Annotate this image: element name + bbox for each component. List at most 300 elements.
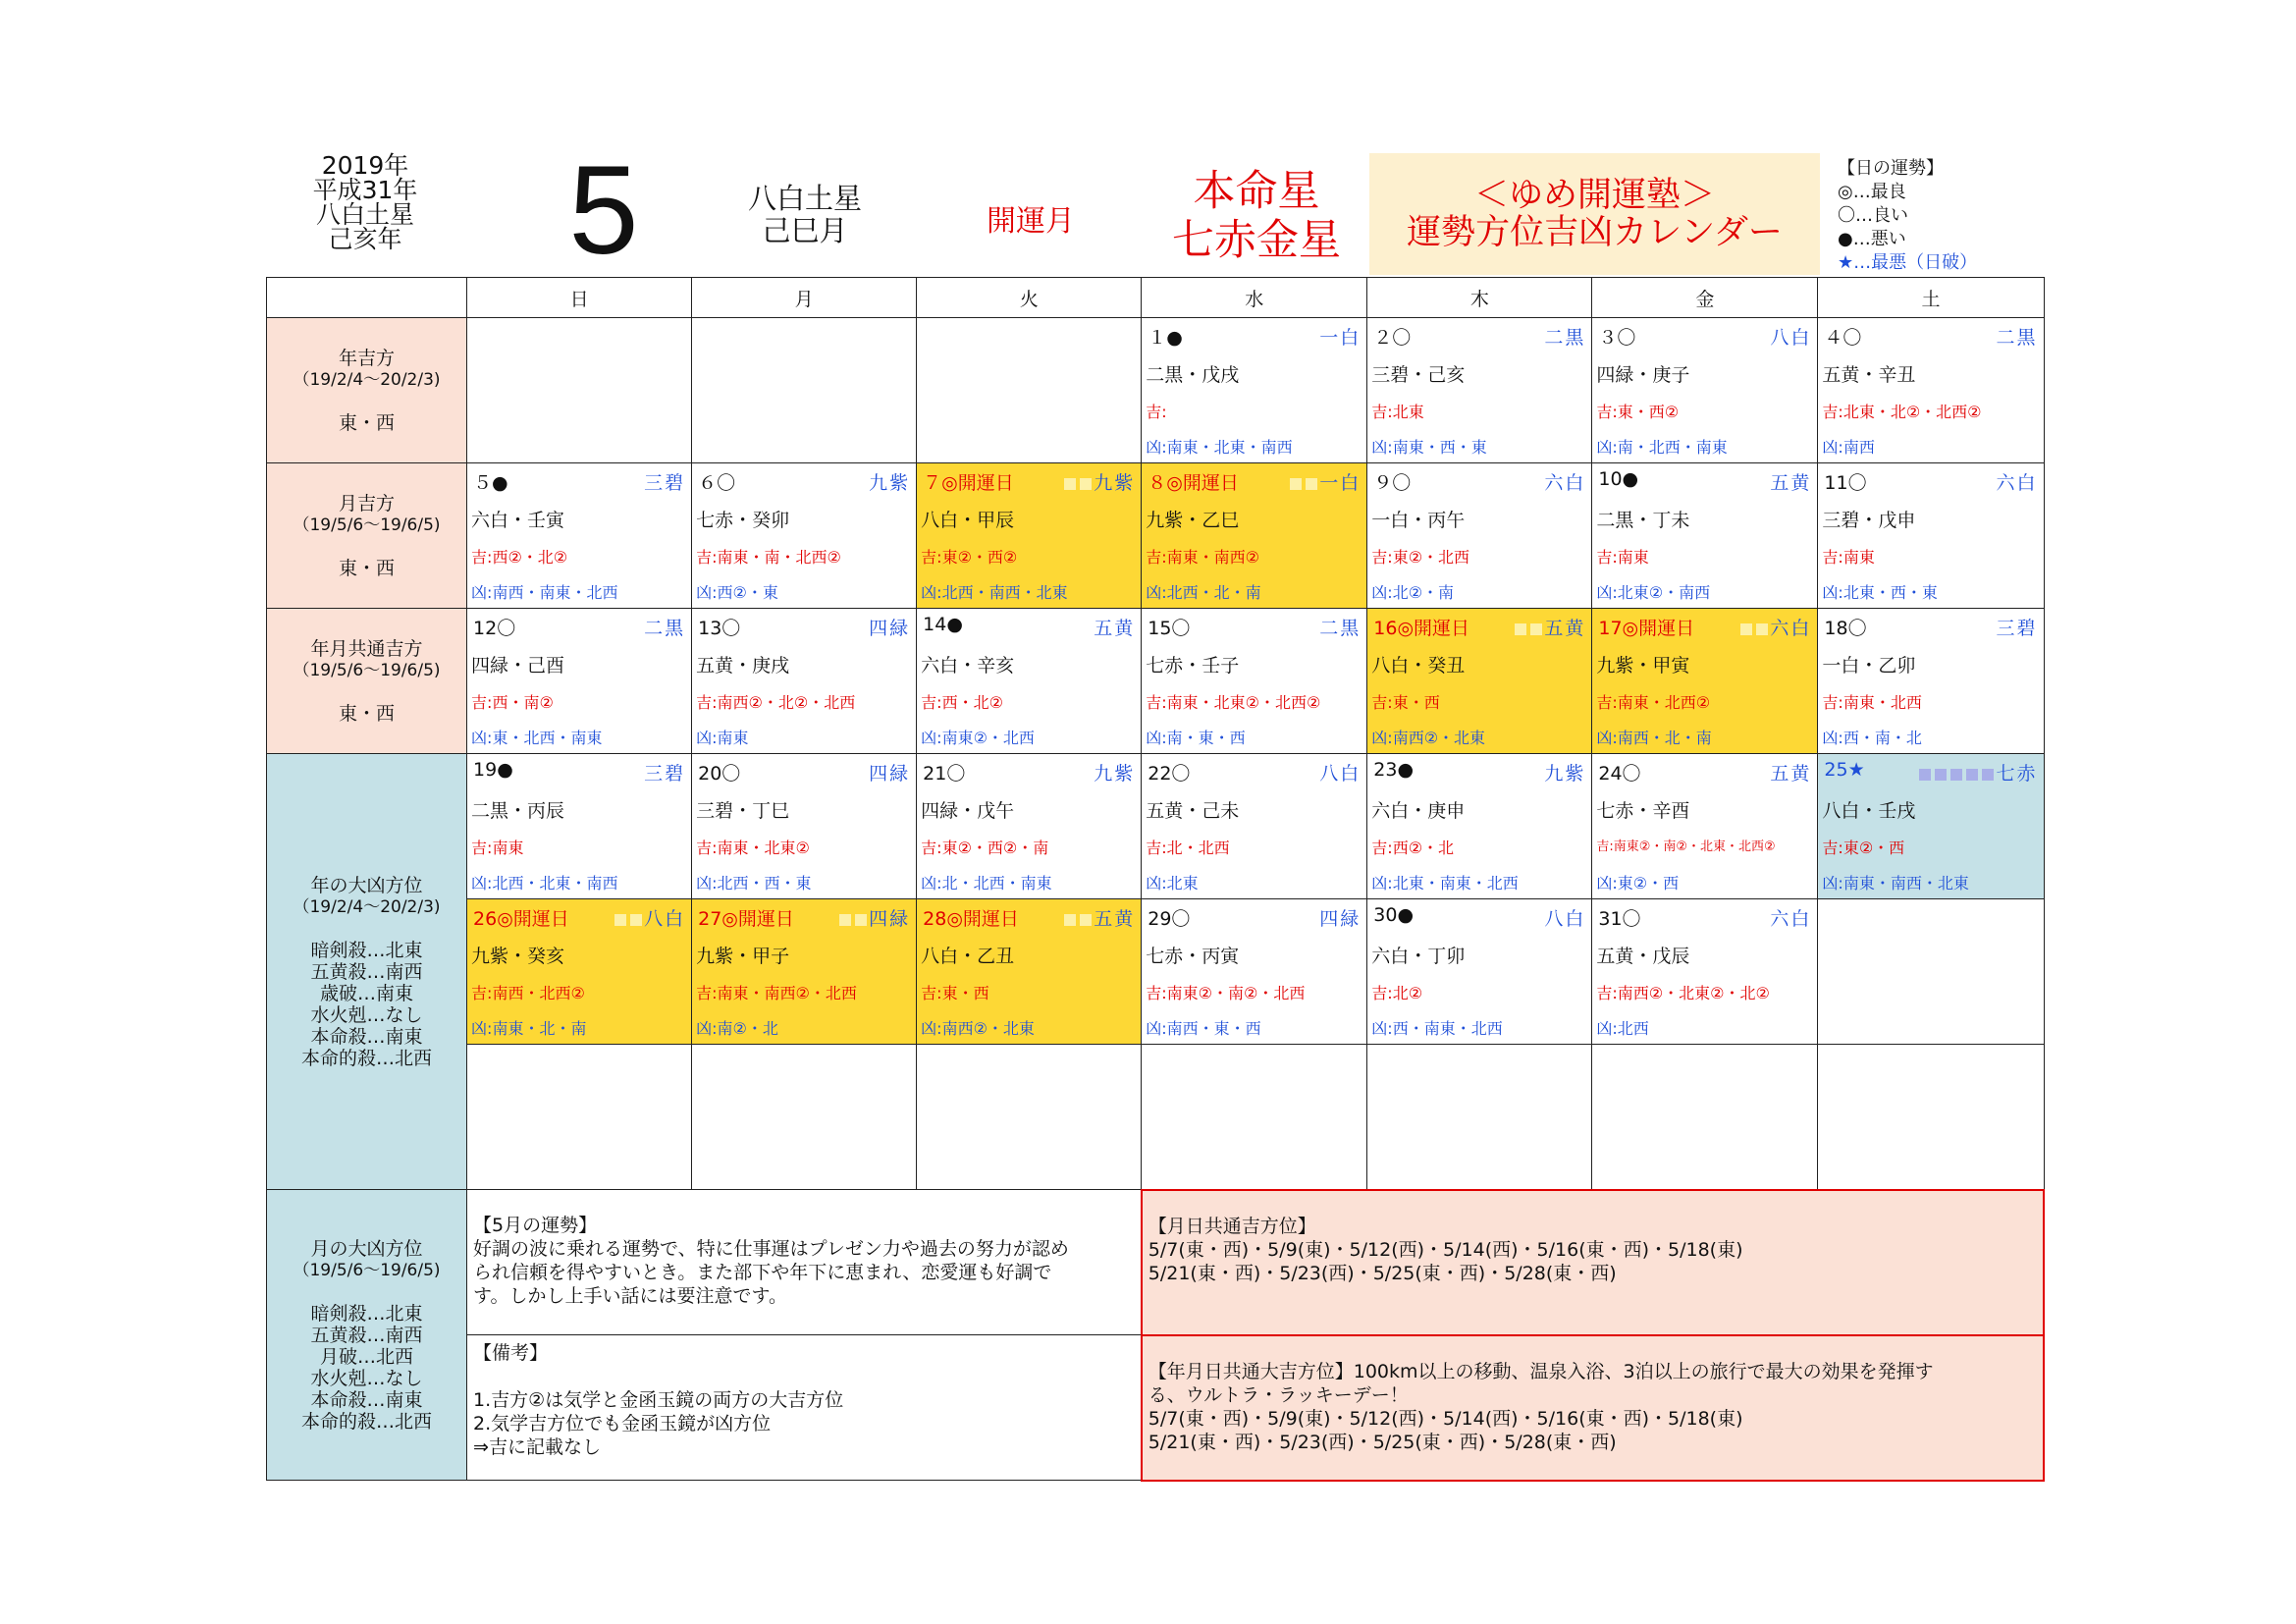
- day-cell[interactable]: [692, 609, 917, 754]
- day-number: ５●: [473, 472, 508, 494]
- day-star-label: 四緑: [869, 763, 911, 785]
- day-number: 22〇: [1148, 763, 1191, 785]
- day-header: [473, 468, 687, 494]
- lucky-square: [1290, 478, 1302, 490]
- banner-line: 運勢方位吉凶カレンダー: [1407, 213, 1783, 252]
- day-number: 13〇: [698, 618, 741, 639]
- day-kichi: 吉:西・北②: [921, 693, 1003, 712]
- day-kichi: 吉:南西②・北東②・北②: [1596, 984, 1770, 1002]
- day-kyou: 凶:北東・南東・北西: [1371, 874, 1519, 893]
- day-kyou: 凶:南西②・北東: [1371, 729, 1486, 747]
- day-star-label: 五黄: [1094, 618, 1136, 639]
- day-number: 20〇: [698, 763, 741, 785]
- day-header: [1824, 323, 2039, 349]
- day-kyou: 凶:北東・西・東: [1822, 583, 1938, 602]
- remarks-title: 【備考】: [473, 1342, 549, 1364]
- common-day-title: 【月日共通吉方位】: [1148, 1215, 1316, 1237]
- day-kichi: 吉:南西②・北②・北西: [696, 693, 856, 712]
- lucky-square: [1064, 478, 1076, 490]
- day-star: [1544, 323, 1585, 350]
- day-star: [1319, 614, 1361, 640]
- side-line: （19/5/6～19/6/5): [293, 660, 441, 680]
- day-kanshi: 三碧・己亥: [1371, 364, 1466, 386]
- empty-day: [467, 1045, 692, 1190]
- day-cell[interactable]: [467, 899, 692, 1045]
- day-number: 21〇: [923, 763, 966, 785]
- lucky-square: [1064, 914, 1076, 926]
- day-cell[interactable]: [917, 899, 1142, 1045]
- side-line: 月の大凶方位: [310, 1237, 423, 1260]
- day-star: [1544, 468, 1585, 495]
- day-cell[interactable]: [1592, 754, 1818, 899]
- year-line: 平成31年: [312, 176, 418, 204]
- day-header: [1824, 468, 2039, 494]
- day-kanshi: 九紫・甲寅: [1596, 655, 1690, 677]
- day-cell[interactable]: [1818, 318, 2044, 463]
- fortune-line: られ信頼を得やすいとき。また部下や年下に恵まれ、恋愛運も好調で: [473, 1262, 1052, 1283]
- honmei-line: 七赤金星: [1172, 216, 1341, 265]
- day-star-label: 三碧: [1996, 618, 2038, 639]
- great-title: 【年月日共通大吉方位】100km以上の移動、温泉入浴、3泊以上の旅行で最大の効果を発揮す: [1148, 1360, 1934, 1382]
- day-star: [1738, 614, 1811, 640]
- day-number: 27◎開運日: [698, 908, 794, 930]
- day-kichi: 吉:南西・北西②: [471, 984, 585, 1002]
- day-cell[interactable]: [467, 609, 692, 754]
- day-star-label: 六白: [1770, 908, 1812, 930]
- day-kyou: 凶:北西・西・東: [696, 874, 812, 893]
- day-header: [1598, 759, 1813, 785]
- day-star: [1094, 759, 1135, 785]
- side-line: 年月共通吉方: [310, 637, 423, 660]
- day-star-label: 五黄: [1770, 763, 1812, 785]
- day-kichi: 吉:南東・北西②: [1596, 693, 1711, 712]
- day-star: [1770, 759, 1811, 785]
- day-kanshi: 八白・乙丑: [921, 946, 1015, 967]
- day-kyou: 凶:西・南東・北西: [1371, 1019, 1503, 1038]
- legend-item-worst: ★…最悪（日破）: [1838, 252, 1978, 273]
- lucky-square: [630, 914, 642, 926]
- month-star-line: 己巳月: [762, 214, 848, 247]
- year-kichi-label: [267, 318, 467, 463]
- month-star: [707, 183, 903, 247]
- day-number: ４〇: [1824, 327, 1862, 349]
- empty-day: [1818, 1045, 2044, 1190]
- day-star: [1513, 614, 1585, 640]
- day-header: [473, 904, 687, 930]
- day-kyou: 凶:北西・北東・南西: [471, 874, 618, 893]
- lucky-square: [1756, 623, 1768, 635]
- day-number: 25★: [1824, 759, 1865, 781]
- side-spacer: [267, 391, 466, 412]
- day-kanshi: 一白・丙午: [1371, 510, 1466, 531]
- day-cell[interactable]: [1818, 463, 2044, 609]
- side-line: 東・西: [339, 702, 396, 725]
- day-number: 26◎開運日: [473, 908, 569, 930]
- day-star: [1770, 323, 1811, 350]
- day-star-label: 五黄: [1544, 618, 1586, 639]
- day-kyou: 凶:南西・東・西: [1146, 1019, 1261, 1038]
- side-line: （19/2/4～20/2/3): [293, 896, 441, 917]
- remarks-spacer: [473, 1365, 1135, 1388]
- day-star: [1319, 759, 1361, 785]
- lucky-square: [1515, 623, 1526, 635]
- day-cell[interactable]: [1367, 754, 1592, 899]
- day-number: 16◎開運日: [1373, 618, 1470, 639]
- day-cell[interactable]: [1367, 899, 1592, 1045]
- legend-item: 〇…良い: [1838, 205, 1908, 226]
- day-kanshi: 四緑・戊午: [921, 800, 1015, 822]
- day-star-label: 五黄: [1770, 472, 1812, 494]
- day-number: ８◎開運日: [1148, 472, 1239, 494]
- remarks-line: ⇒吉に記載なし: [473, 1436, 601, 1458]
- day-kanshi: 三碧・戊申: [1822, 510, 1916, 531]
- side-line: 月吉方: [339, 492, 396, 514]
- day-number: 11〇: [1824, 472, 1867, 494]
- day-kanshi: 八白・甲辰: [921, 510, 1015, 531]
- great-line: 5/7(東・西)・5/9(東)・5/12(西)・5/14(西)・5/16(東・西)・5/18(東): [1148, 1407, 1743, 1430]
- day-kanshi: 二黒・丁未: [1596, 510, 1690, 531]
- day-star-label: 三碧: [644, 472, 686, 494]
- day-kanshi: 六白・庚申: [1371, 800, 1466, 822]
- day-kanshi: 七赤・癸卯: [696, 510, 790, 531]
- great-title-2: る、ウルトラ・ラッキーデー！: [1148, 1383, 1409, 1406]
- day-kyou: 凶:南西②・北東: [921, 1019, 1035, 1038]
- day-star: [1319, 323, 1361, 350]
- empty-day: [1818, 899, 2044, 1045]
- calendar-grid: [266, 277, 2045, 1482]
- day-star: [644, 468, 685, 495]
- side-line: 月破…北西: [320, 1345, 414, 1368]
- day-cell[interactable]: [1142, 754, 1367, 899]
- day-star-label: 七赤: [1996, 763, 2038, 785]
- empty-day: [692, 318, 917, 463]
- empty-day: [917, 1045, 1142, 1190]
- day-kyou: 凶:南東・西・東: [1371, 438, 1487, 457]
- month-kyou-label: [267, 1190, 467, 1481]
- day-cell[interactable]: [467, 463, 692, 609]
- side-line: 暗剣殺…北東: [310, 939, 423, 961]
- day-star: [1770, 904, 1811, 931]
- day-cell[interactable]: [1592, 318, 1818, 463]
- day-cell[interactable]: [692, 754, 917, 899]
- side-line: 暗剣殺…北東: [310, 1302, 423, 1325]
- day-kichi: 吉:東・西②: [1596, 403, 1680, 421]
- day-star: [1288, 468, 1361, 495]
- day-kichi: 吉:東・西: [921, 984, 989, 1002]
- day-star: [869, 614, 910, 640]
- weekday-wed: 水: [1142, 278, 1367, 318]
- day-number: 30●: [1373, 904, 1415, 926]
- day-cell[interactable]: [1367, 318, 1592, 463]
- day-header: [1148, 323, 1362, 349]
- day-kichi: 吉:北②: [1371, 984, 1423, 1002]
- day-cell[interactable]: [1592, 463, 1818, 609]
- day-star-label: 一白: [1319, 472, 1362, 494]
- day-kichi: 吉:東②・西②・南: [921, 839, 1049, 857]
- day-kyou: 凶:北東②・南西: [1596, 583, 1711, 602]
- day-header: [1148, 614, 1362, 639]
- side-line: 本命的殺…北西: [301, 1410, 433, 1433]
- day-kanshi: 一白・乙卯: [1822, 655, 1916, 677]
- day-kyou: 凶:北西・北・南: [1146, 583, 1261, 602]
- day-header: [1598, 468, 1813, 494]
- day-header: [1598, 614, 1813, 639]
- day-star-label: 六白: [1544, 472, 1586, 494]
- day-star-label: 四緑: [869, 618, 911, 639]
- day-header: [698, 904, 912, 930]
- side-line: 五黄殺…南西: [310, 1324, 423, 1346]
- remarks: [467, 1335, 1142, 1481]
- month-kichi-label: [267, 463, 467, 609]
- side-line: 水火剋…なし: [310, 1003, 423, 1026]
- day-star: [644, 759, 685, 785]
- day-cell[interactable]: [1592, 609, 1818, 754]
- empty-day: [1142, 1045, 1367, 1190]
- day-header: [698, 468, 912, 494]
- day-star: [1062, 468, 1135, 495]
- weekday-thu: 木: [1367, 278, 1592, 318]
- day-number: 24〇: [1598, 763, 1641, 785]
- day-cell[interactable]: [692, 899, 917, 1045]
- day-kichi: 吉:北・北西: [1146, 839, 1230, 857]
- honmei-line: 本命星: [1193, 167, 1320, 216]
- day-kichi: 吉:南東: [1596, 548, 1649, 567]
- day-kichi: 吉:南東・北東②・北西②: [1146, 693, 1321, 712]
- day-kanshi: 九紫・甲子: [696, 946, 790, 967]
- day-kyou: 凶:北西・南西・北東: [921, 583, 1068, 602]
- day-star: [1770, 468, 1811, 495]
- day-cell[interactable]: [1818, 754, 2044, 899]
- side-line: 五黄殺…南西: [310, 960, 423, 983]
- lucky-square: [1740, 623, 1752, 635]
- day-number: ７◎開運日: [923, 472, 1014, 494]
- day-cell[interactable]: [1367, 463, 1592, 609]
- legend: [1838, 157, 2054, 275]
- weekday-sat: 土: [1818, 278, 2044, 318]
- day-header: [923, 614, 1137, 639]
- empty-day: [917, 318, 1142, 463]
- day-header: [1373, 904, 1587, 930]
- lucky-square: [1080, 914, 1092, 926]
- day-number: 17◎開運日: [1598, 618, 1695, 639]
- lucky-square: [1080, 478, 1092, 490]
- day-kichi: 吉:東②・西②: [921, 548, 1018, 567]
- day-kichi: 吉:西・南②: [471, 693, 554, 712]
- day-star-label: 三碧: [644, 763, 686, 785]
- day-kanshi: 三碧・丁巳: [696, 800, 790, 822]
- day-number: ９〇: [1373, 472, 1412, 494]
- day-kanshi: 八白・癸丑: [1371, 655, 1466, 677]
- day-kanshi: 六白・丁卯: [1371, 946, 1466, 967]
- day-kyou: 凶:南西・南東・北西: [471, 583, 618, 602]
- day-star: [1917, 759, 2037, 785]
- day-header: [1598, 904, 1813, 930]
- empty-day: [467, 318, 692, 463]
- day-header: [1373, 468, 1587, 494]
- day-cell[interactable]: [917, 463, 1142, 609]
- day-kyou: 凶:東・北西・南東: [471, 729, 603, 747]
- day-kyou: 凶:北②・南: [1371, 583, 1455, 602]
- great-line: 5/21(東・西)・5/23(西)・5/25(東・西)・5/28(東・西): [1148, 1431, 1617, 1453]
- side-spacer: [267, 1281, 466, 1303]
- day-star: [869, 759, 910, 785]
- day-kanshi: 九紫・乙巳: [1146, 510, 1240, 531]
- worst-square: [1935, 769, 1947, 781]
- day-kichi: 吉:南東: [471, 839, 524, 857]
- weekday-fri: 金: [1592, 278, 1818, 318]
- day-kyou: 凶:西②・東: [696, 583, 778, 602]
- day-kanshi: 五黄・辛丑: [1822, 364, 1916, 386]
- day-number: 19●: [473, 759, 513, 781]
- day-kyou: 凶:北東: [1146, 874, 1199, 893]
- side-line: 年吉方: [339, 347, 396, 369]
- day-star-label: 二黒: [1544, 327, 1586, 349]
- title-banner: [1369, 153, 1820, 275]
- day-star-label: 五黄: [1094, 908, 1136, 930]
- side-spacer: [267, 536, 466, 558]
- day-kanshi: 九紫・癸亥: [471, 946, 565, 967]
- day-header: [1373, 614, 1587, 639]
- weekday-mon: 月: [692, 278, 917, 318]
- day-number: ３〇: [1598, 327, 1636, 349]
- day-kichi: 吉:西②・北②: [471, 548, 568, 567]
- day-header: [1148, 468, 1362, 494]
- day-kyou: 凶:北・北西・南東: [921, 874, 1052, 893]
- day-header: [1824, 759, 2039, 785]
- day-kichi: 吉:南東・北西: [1822, 693, 1922, 712]
- day-kichi: 吉:南東②・南②・北東・北西②: [1596, 839, 1776, 854]
- day-kanshi: 七赤・壬子: [1146, 655, 1240, 677]
- day-kyou: 凶:南西・北・南: [1596, 729, 1712, 747]
- day-star-label: 二黒: [1996, 327, 2038, 349]
- common-day-line: 5/21(東・西)・5/23(西)・5/25(東・西)・5/28(東・西): [1148, 1262, 1617, 1284]
- year-line: 八白土星: [315, 200, 414, 229]
- year-info: [267, 153, 463, 251]
- day-number: 29〇: [1148, 908, 1191, 930]
- side-spacer: [267, 681, 466, 703]
- day-number: 12〇: [473, 618, 516, 639]
- day-number: ６〇: [698, 472, 736, 494]
- day-cell[interactable]: [917, 609, 1142, 754]
- day-header: [1824, 614, 2039, 639]
- legend-title: 【日の運勢】: [1838, 158, 1944, 179]
- day-cell[interactable]: [1142, 463, 1367, 609]
- common-day-kichi: [1142, 1190, 2044, 1335]
- day-kyou: 凶:南②・北: [696, 1019, 778, 1038]
- day-star-label: 六白: [1770, 618, 1812, 639]
- day-star-label: 六白: [1996, 472, 2038, 494]
- day-star-label: 一白: [1319, 327, 1362, 349]
- month-star-line: 八白土星: [747, 182, 862, 215]
- honmei-star: [1144, 167, 1369, 265]
- day-cell[interactable]: [1367, 609, 1592, 754]
- day-number: 14●: [923, 614, 963, 635]
- side-line: 東・西: [339, 411, 396, 434]
- side-spacer: [267, 918, 466, 940]
- day-header: [923, 759, 1137, 785]
- side-line: 水火剋…なし: [310, 1367, 423, 1389]
- day-star: [869, 468, 910, 495]
- day-header: [1148, 904, 1362, 930]
- day-star: [1319, 904, 1361, 931]
- day-kanshi: 二黒・戊戌: [1146, 364, 1240, 386]
- day-star-label: 八白: [1544, 908, 1586, 930]
- worst-square: [1982, 769, 1994, 781]
- day-kanshi: 七赤・丙寅: [1146, 946, 1240, 967]
- day-kichi: 吉:北東・北②・北西②: [1822, 403, 1982, 421]
- day-kichi: 吉:南東: [1822, 548, 1875, 567]
- legend-item: ●…悪い: [1838, 229, 1906, 249]
- side-line: （19/5/6～19/6/5): [293, 514, 441, 535]
- day-cell[interactable]: [467, 754, 692, 899]
- great-kichi: [1142, 1335, 2044, 1481]
- day-kanshi: 六白・辛亥: [921, 655, 1015, 677]
- day-kyou: 凶:南・北西・南東: [1596, 438, 1728, 457]
- day-number: １●: [1148, 327, 1183, 349]
- common-kichi-label: [267, 609, 467, 754]
- year-kyou-label: [267, 754, 467, 1190]
- lucky-square: [1306, 478, 1317, 490]
- day-kanshi: 六白・壬寅: [471, 510, 565, 531]
- worst-square: [1950, 769, 1962, 781]
- remarks-line: 1.吉方②は気学と金函玉鏡の両方の大吉方位: [473, 1389, 844, 1411]
- legend-item: ◎…最良: [1838, 182, 1906, 202]
- weekday-sun: 日: [467, 278, 692, 318]
- day-number: 18〇: [1824, 618, 1867, 639]
- day-cell[interactable]: [692, 463, 917, 609]
- day-kichi: 吉:南東②・南②・北西: [1146, 984, 1306, 1002]
- day-kyou: 凶:西・南・北: [1822, 729, 1922, 747]
- day-kyou: 凶:南西: [1822, 438, 1875, 457]
- day-kichi: 吉:南東・南西②: [1146, 548, 1259, 567]
- day-header: [1373, 323, 1587, 349]
- day-star-label: 八白: [1770, 327, 1812, 349]
- day-number: 23●: [1373, 759, 1415, 781]
- day-kyou: 凶:南・東・西: [1146, 729, 1246, 747]
- day-kanshi: 四緑・己酉: [471, 655, 565, 677]
- day-cell[interactable]: [917, 754, 1142, 899]
- side-line: 本命的殺…北西: [301, 1047, 433, 1069]
- day-cell[interactable]: [1142, 609, 1367, 754]
- day-number: 10●: [1598, 468, 1639, 490]
- side-line: 本命殺…南東: [310, 1388, 423, 1411]
- day-star: [1996, 468, 2037, 495]
- day-header: [698, 614, 912, 639]
- day-header: [473, 759, 687, 785]
- day-cell[interactable]: [1592, 899, 1818, 1045]
- empty-day: [692, 1045, 917, 1190]
- lucky-square: [839, 914, 851, 926]
- day-kanshi: 四緑・庚子: [1596, 364, 1690, 386]
- day-cell[interactable]: [1142, 899, 1367, 1045]
- day-header: [698, 759, 912, 785]
- side-line: 年の大凶方位: [310, 874, 423, 896]
- weekday-tue: 火: [917, 278, 1142, 318]
- day-header: [473, 614, 687, 639]
- side-line: 本命殺…南東: [310, 1025, 423, 1048]
- day-cell[interactable]: [1818, 609, 2044, 754]
- day-cell[interactable]: [1142, 318, 1367, 463]
- day-star: [1996, 614, 2037, 640]
- banner-line: ＜ゆめ開運塾＞: [1473, 176, 1715, 215]
- day-kyou: 凶:南東・北東・南西: [1146, 438, 1293, 457]
- day-kanshi: 五黄・庚戌: [696, 655, 790, 677]
- day-kichi: 吉:東②・西: [1822, 839, 1905, 857]
- empty-day: [1367, 1045, 1592, 1190]
- day-kichi: 吉:東②・北西: [1371, 548, 1470, 567]
- day-number: 28◎開運日: [923, 908, 1019, 930]
- fortune-title: 【5月の運勢】: [473, 1215, 598, 1236]
